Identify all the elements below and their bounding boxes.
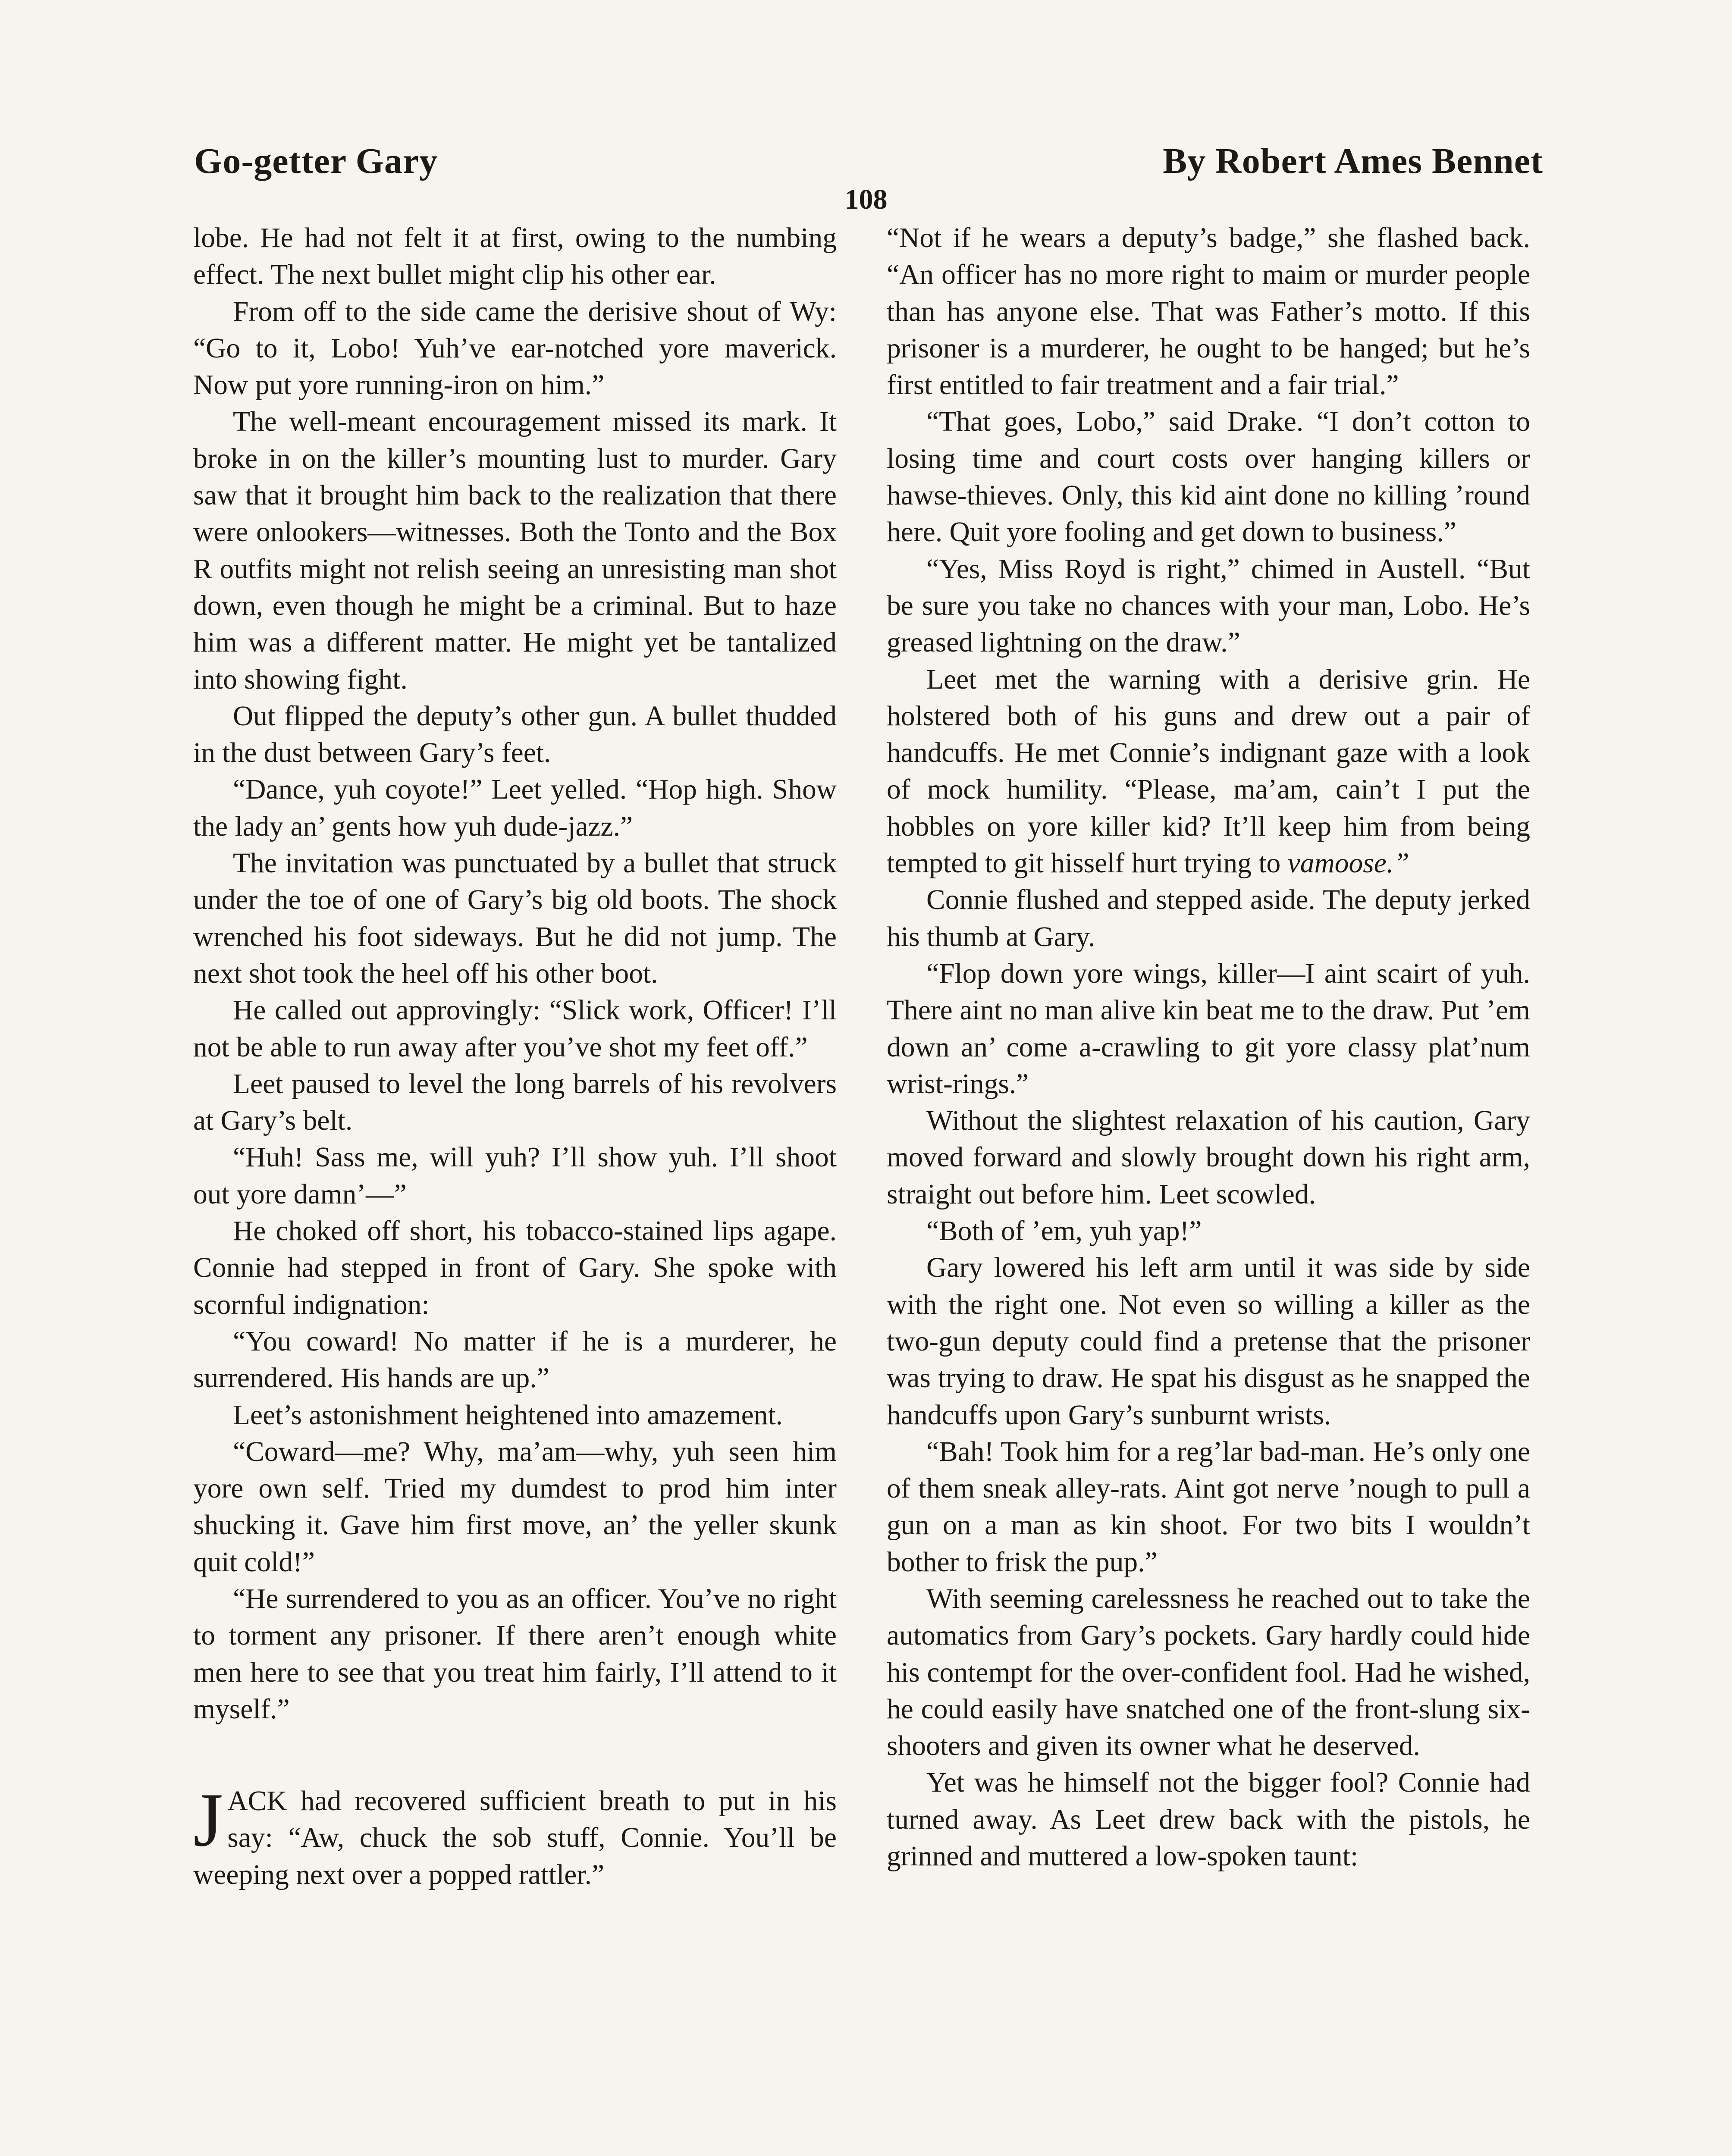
paragraph: “He surrendered to you as an officer. You’ve no right to torment any prisoner. If there aren’t enough white men here to see that you treat him fairly, I’ll attend to it myself.” (193, 1583, 837, 1725)
paragraph: With seeming carelessness he reached out to take the automatics from Gary’s pockets. Gary hardly could hide his contempt for the over-confident fool. Had he wished, he could easily have snatched one of the front-slung six-shooters and given its owner what he deserved. (887, 1583, 1530, 1762)
drop-cap-letter: J (193, 1777, 223, 1863)
story-title: Go-getter Gary (194, 141, 438, 181)
paragraph: “Not if he wears a deputy’s badge,” she flashed back. “An officer has no more right to maim or murder people than has anyone else. That was Father’s motto. If this prisoner is a murderer, he ought to be hanged; but he’s first entitled to fair treatment and a fair trial.” (887, 222, 1530, 401)
paragraph: Gary lowered his left arm until it was side by side with the right one. Not even so willing a killer as the two-gun deputy could find a pretense that the prisoner was trying to draw. He spat his disgust as he snapped the handcuffs upon Gary’s sunburnt wrists. (887, 1252, 1530, 1431)
paragraph-text: ACK had recovered sufficient breath to put in his say: “Aw, chuck the sob stuff, Connie. You’ll be weeping next over a popped rattler.” (193, 1786, 837, 1890)
paragraph: “Dance, yuh coyote!” Leet yelled. “Hop high. Show the lady an’ gents how yuh dude-jazz.” (193, 774, 837, 842)
right-column (887, 220, 1530, 1875)
paragraph-text: Leet met the warning with a derisive grin. He holstered both of his guns and drew out a pair of handcuffs. He met Connie’s indignant gaze with a look of mock humility. “Please, ma’am, cain’t I put the hobbles on yore killer kid? It’ll keep him from being tempted to git hisself hurt trying to (887, 664, 1530, 879)
paragraph: “You coward! No matter if he is a murderer, he surrendered. His hands are up.” (193, 1326, 837, 1394)
author-byline: By Robert Ames Bennet (1163, 141, 1543, 181)
paragraph: Leet’s astonishment heightened into amazement. (233, 1399, 783, 1431)
page-number: 108 (844, 184, 888, 215)
paragraph: “Both of ’em, yuh yap!” (926, 1216, 1202, 1247)
left-column (193, 220, 837, 1893)
section-break (193, 1728, 837, 1783)
dropcap-paragraph (193, 1777, 837, 1893)
paragraph: Leet paused to level the long barrels of his revolvers at Gary’s belt. (193, 1068, 837, 1137)
paragraph (887, 661, 1530, 882)
paragraph: Out flipped the deputy’s other gun. A bullet thudded in the dust between Gary’s feet. (193, 700, 837, 769)
paragraph: The invitation was punctuated by a bullet that struck under the toe of one of Gary’s big old boots. The shock wrenched his foot sideways. But he did not jump. The next shot took the heel off his other boot. (193, 848, 837, 989)
paragraph: The well-meant encouragement missed its mark. It broke in on the killer’s mounting lust to murder. Gary saw that it brought him back to the realization that there were onlookers—witnesses. Both the Tonto and the Box R outfits might not relish seeing an unresisting man shot down, even though he might be a criminal. But to haze him was a different matter. He might yet be tantalized into showing fight. (193, 406, 837, 695)
paragraph: “Coward—me? Why, ma’am—why, yuh seen him yore own self. Tried my dumdest to prod him inter shucking it. Gave him first move, an’ the yeller skunk quit cold!” (193, 1436, 837, 1578)
paragraph: Without the slightest relaxation of his caution, Gary moved forward and slowly brought down his right arm, straight out before him. Leet scowled. (887, 1105, 1530, 1210)
paragraph: “That goes, Lobo,” said Drake. “I don’t cotton to losing time and court costs over hanging killers or hawse-thieves. Only, this kid aint done no killing ’round here. Quit yore fooling and get down to business.” (887, 406, 1530, 548)
paragraph: He called out approvingly: “Slick work, Officer! I’ll not be able to run away after you’ve shot my feet off.” (193, 995, 837, 1063)
paragraph: He choked off short, his tobacco-stained lips agape. Connie had stepped in front of Gary. She spoke with scornful indignation: (193, 1216, 837, 1320)
paragraph: “Flop down yore wings, killer—I aint scairt of yuh. There aint no man alive kin beat me to the draw. Put ’em down an’ come a-crawling to git yore classy plat’num wrist-rings.” (887, 958, 1530, 1100)
paragraph: lobe. He had not felt it at first, owing to the numbing effect. The next bullet might clip his other ear. (193, 222, 837, 291)
italic-word: vamoose.” (1287, 848, 1409, 879)
paragraph: From off to the side came the derisive shout of Wy: “Go to it, Lobo! Yuh’ve ear-notched yore maverick. Now put yore running-iron on him.” (193, 296, 837, 401)
paragraph: Connie flushed and stepped aside. The deputy jerked his thumb at Gary. (887, 884, 1530, 953)
paragraph: Yet was he himself not the bigger fool? Connie had turned away. As Leet drew back with the pistols, he grinned and muttered a low-spoken taunt: (887, 1767, 1530, 1872)
paragraph: “Yes, Miss Royd is right,” chimed in Austell. “But be sure you take no chances with your man, Lobo. He’s greased lightning on the draw.” (887, 553, 1530, 658)
paragraph: “Huh! Sass me, will yuh? I’ll show yuh. I’ll shoot out yore damn’—” (193, 1142, 837, 1210)
paragraph: “Bah! Took him for a reg’lar bad-man. He’s only one of them sneak alley-rats. Aint got nerve ’nough to pull a gun on a man as kin shoot. For two bits I wouldn’t bother to frisk the pup.” (887, 1436, 1530, 1578)
